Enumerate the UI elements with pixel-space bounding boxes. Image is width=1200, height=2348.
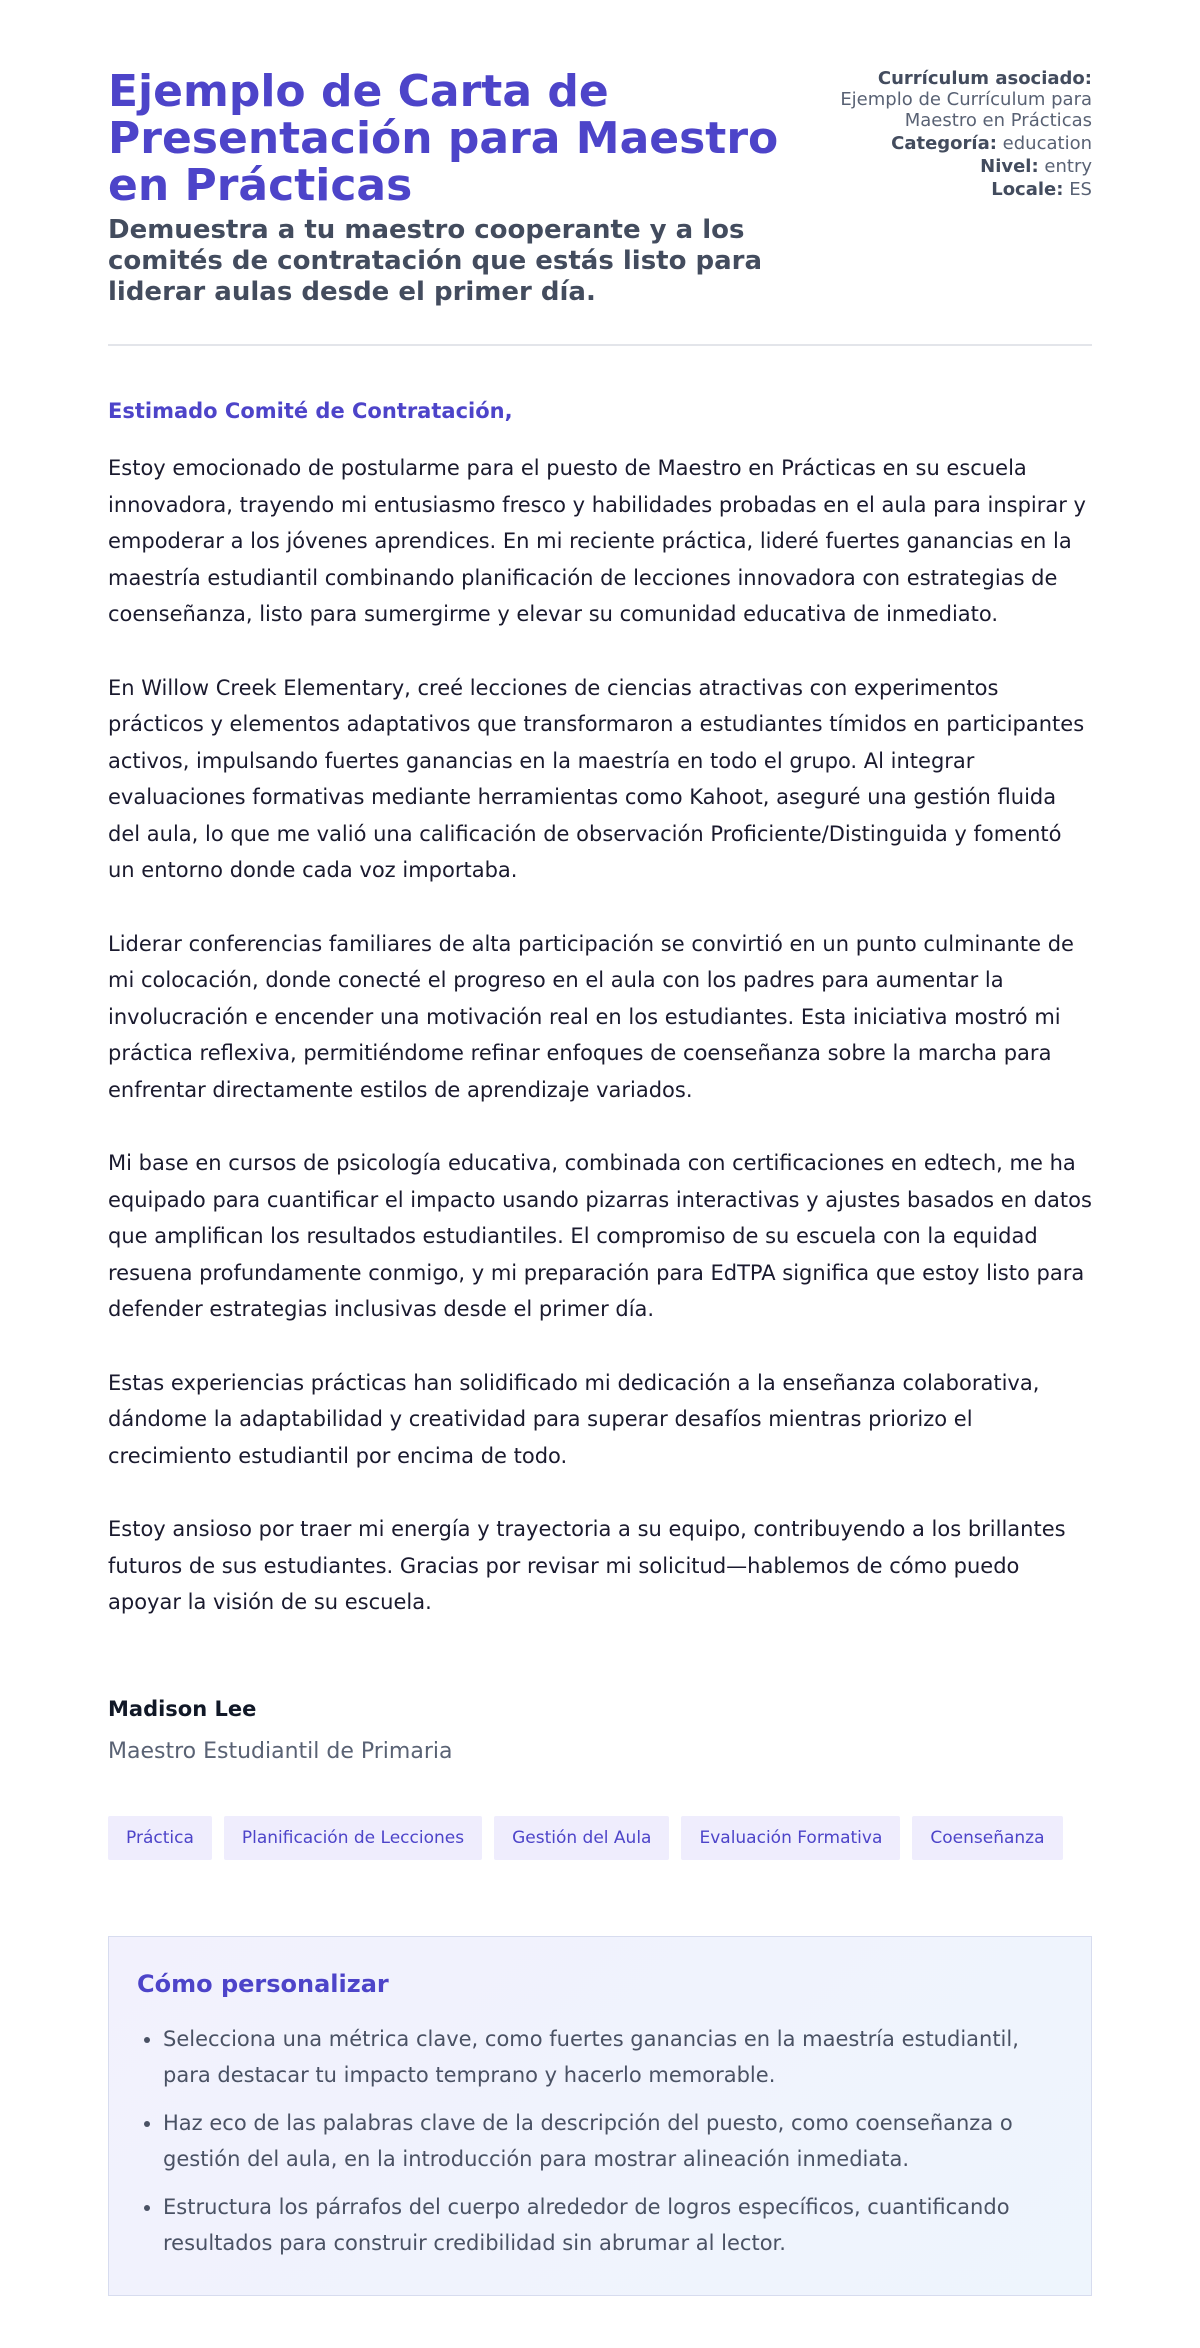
meta-level-label: Nivel: xyxy=(980,156,1039,177)
signature-role: Maestro Estudiantil de Primaria xyxy=(108,1738,453,1764)
letter-greeting: Estimado Comité de Contratación, xyxy=(108,399,513,423)
metadata-panel xyxy=(797,68,1092,202)
signature-block xyxy=(108,1696,1092,1766)
tips-title: Cómo personalizar xyxy=(137,1969,389,1998)
tag-chip[interactable]: Gestión del Aula xyxy=(494,1816,669,1860)
meta-category-value: education xyxy=(1002,133,1092,154)
meta-locale xyxy=(797,179,1092,200)
tips-list xyxy=(137,2021,1063,2261)
customization-tips-box xyxy=(108,1936,1092,2296)
letter-body xyxy=(108,450,1092,1621)
tag-list xyxy=(108,1816,1092,1860)
tips-list-item: • Estructura los párrafos del cuerpo alrededor de logros específicos, cuantificando resultados para construir credibilidad sin abrumar al lector. xyxy=(163,2189,1063,2261)
header-titles xyxy=(108,68,797,308)
letter-paragraph: Liderar conferencias familiares de alta participación se convirtió en un punto culminante de mi colocación, donde conecté el progreso en el aula con los padres para aumentar la involucración e encender una motivación real en los estudiantes. Esta iniciativa mostró mi práctica reflexiva, permitiéndome refinar enfoques de coenseñanza sobre la marcha para enfrentar directamente estilos de aprendizaje variados. xyxy=(108,931,1074,1102)
meta-level xyxy=(797,156,1092,177)
meta-locale-value: ES xyxy=(1069,179,1092,200)
meta-level-value: entry xyxy=(1044,156,1092,177)
page-title: Ejemplo de Carta de Presentación para Maestro en Prácticas xyxy=(108,66,779,211)
meta-category xyxy=(797,133,1092,154)
meta-locale-label: Locale: xyxy=(991,179,1064,200)
page-header xyxy=(108,68,1092,346)
meta-resume-label: Currículum asociado: xyxy=(877,68,1092,89)
letter-paragraph: Estoy emocionado de postularme para el puesto de Maestro en Prácticas en su escuela innovadora, trayendo mi entusiasmo fresco y habilidades probadas en el aula para inspirar y empoderar a los jóvenes aprendices. En mi reciente práctica, lideré fuertes ganancias en la maestría estudiantil combinando planificación de lecciones innovadora con estrategias de coenseñanza, listo para sumergirme y elevar su comunidad educativa de inmediato. xyxy=(108,456,1086,626)
signature-name: Madison Lee xyxy=(108,1696,257,1721)
tag-chip[interactable]: Coenseñanza xyxy=(912,1816,1062,1860)
letter-paragraph: Estoy ansioso por traer mi energía y trayectoria a su equipo, contribuyendo a los brillantes futuros de sus estudiantes. Gracias por revisar mi solicitud—hablemos de cómo puedo apoyar la visión de su escuela. xyxy=(108,1517,1066,1614)
letter-paragraph: Mi base en cursos de psicología educativa, combinada con certificaciones en edtech, me ha equipado para cuantificar el impacto usando pizarras interactivas y ajustes basados en datos que amplifican los resultados estudiantiles. El compromiso de su escuela con la equidad resuena profundamente conmigo, y mi preparación para EdTPA significa que estoy listo para defender estrategias inclusivas desde el primer día. xyxy=(108,1151,1092,1321)
meta-resume-value: Ejemplo de Currículum para Maestro en Prácticas xyxy=(840,89,1092,131)
tag-chip[interactable]: Planificación de Lecciones xyxy=(224,1816,482,1860)
meta-resume xyxy=(797,68,1092,131)
tips-list-item: • Selecciona una métrica clave, como fuertes ganancias en la maestría estudiantil, para destacar tu impacto temprano y hacerlo memorable. xyxy=(163,2021,1063,2093)
tips-list-item: • Haz eco de las palabras clave de la descripción del puesto, como coenseñanza o gestión del aula, en la introducción para mostrar alineación inmediata. xyxy=(163,2105,1063,2177)
tag-chip[interactable]: Práctica xyxy=(108,1816,212,1860)
tag-chip[interactable]: Evaluación Formativa xyxy=(681,1816,900,1860)
letter-paragraph: En Willow Creek Elementary, creé lecciones de ciencias atractivas con experimentos prácticos y elementos adaptativos que transformaron a estudiantes tímidos en participantes activos, impulsando fuertes ganancias en la maestría en todo el grupo. Al integrar evaluaciones formativas mediante herramientas como Kahoot, aseguré una gestión fluida del aula, lo que me valió una calificación de observación Proficiente/Distinguida y fomentó un entorno donde cada voz importaba. xyxy=(108,675,1085,882)
letter-paragraph: Estas experiencias prácticas han solidificado mi dedicación a la enseñanza colaborativa, dándome la adaptabilidad y creatividad para superar desafíos mientras priorizo el crecimiento estudiantil por encima de todo. xyxy=(108,1370,1040,1468)
meta-category-label: Categoría: xyxy=(891,133,997,154)
page-subtitle: Demuestra a tu maestro cooperante y a los comités de contratación que estás listo para liderar aulas desde el primer día. xyxy=(108,215,763,307)
